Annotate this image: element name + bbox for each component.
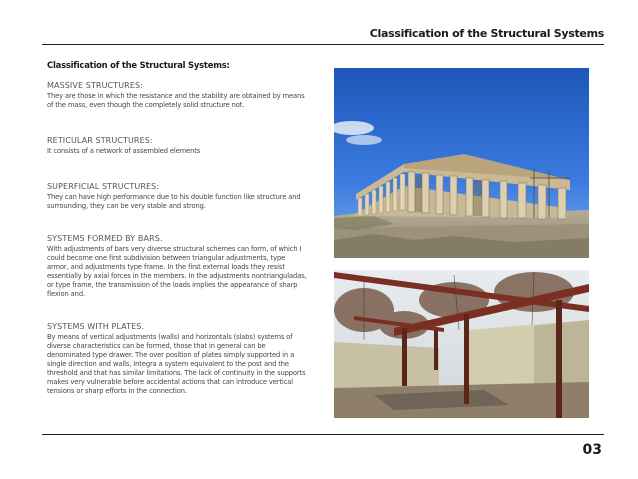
- page-number: 03: [582, 442, 602, 458]
- document-subtitle: Classification of the Structural Systems:: [47, 60, 230, 70]
- section-heading: SYSTEMS WITH PLATES.: [47, 322, 145, 331]
- section-systems-bars: [47, 234, 307, 299]
- section-systems-plates: [47, 322, 307, 396]
- text-column: [47, 60, 307, 409]
- section-body: With adjustments of bars very diverse structural schemes can form, of which I could become one first subdivision between triangular adjustments, type armor, and adjustments type frame. In the first external loads they resist essentially by axial forces in the members. In the adjustments nontrianguladas, or type frame, the transmission of the loads implies the appearance of sharp flexion and.: [47, 245, 307, 298]
- section-body: They are those in which the resistance and the stability are obtained by means of the mass, even though the completely solid structure not.: [47, 92, 305, 109]
- section-body: They can have high performance due to his double function like structure and surrounding, they can be very stable and strong.: [47, 193, 301, 210]
- section-body: By means of vertical adjustments (walls) and horizontals (slabs) systems of diverse characteristics can be formed, those that in general can be denominated type drawer. The over position of plates simply supported in a single direction and walls, Integra a system equivalent to the post and the threshold and that has similar limitations. The lack of continuity in the supports makes very vulnerable before accidental actions that can introduce vertical tensions or sharp efforts in the connection.: [47, 333, 306, 395]
- section-body: It consists of a network of assembled elements: [47, 147, 201, 155]
- footer-divider: [42, 434, 604, 435]
- section-reticular-structures: [47, 136, 307, 156]
- steel-frame-photo: [334, 270, 589, 418]
- section-heading: MASSIVE STRUCTURES:: [47, 81, 143, 90]
- section-heading: RETICULAR STRUCTURES:: [47, 136, 153, 145]
- section-heading: SUPERFICIAL STRUCTURES:: [47, 182, 160, 191]
- parthenon-photo: [334, 68, 589, 258]
- section-heading: SYSTEMS FORMED BY BARS.: [47, 234, 163, 243]
- section-superficial-structures: [47, 182, 307, 211]
- section-massive-structures: [47, 81, 307, 110]
- header-divider: [42, 44, 604, 45]
- header-title: Classification of the Structural Systems: [369, 27, 604, 40]
